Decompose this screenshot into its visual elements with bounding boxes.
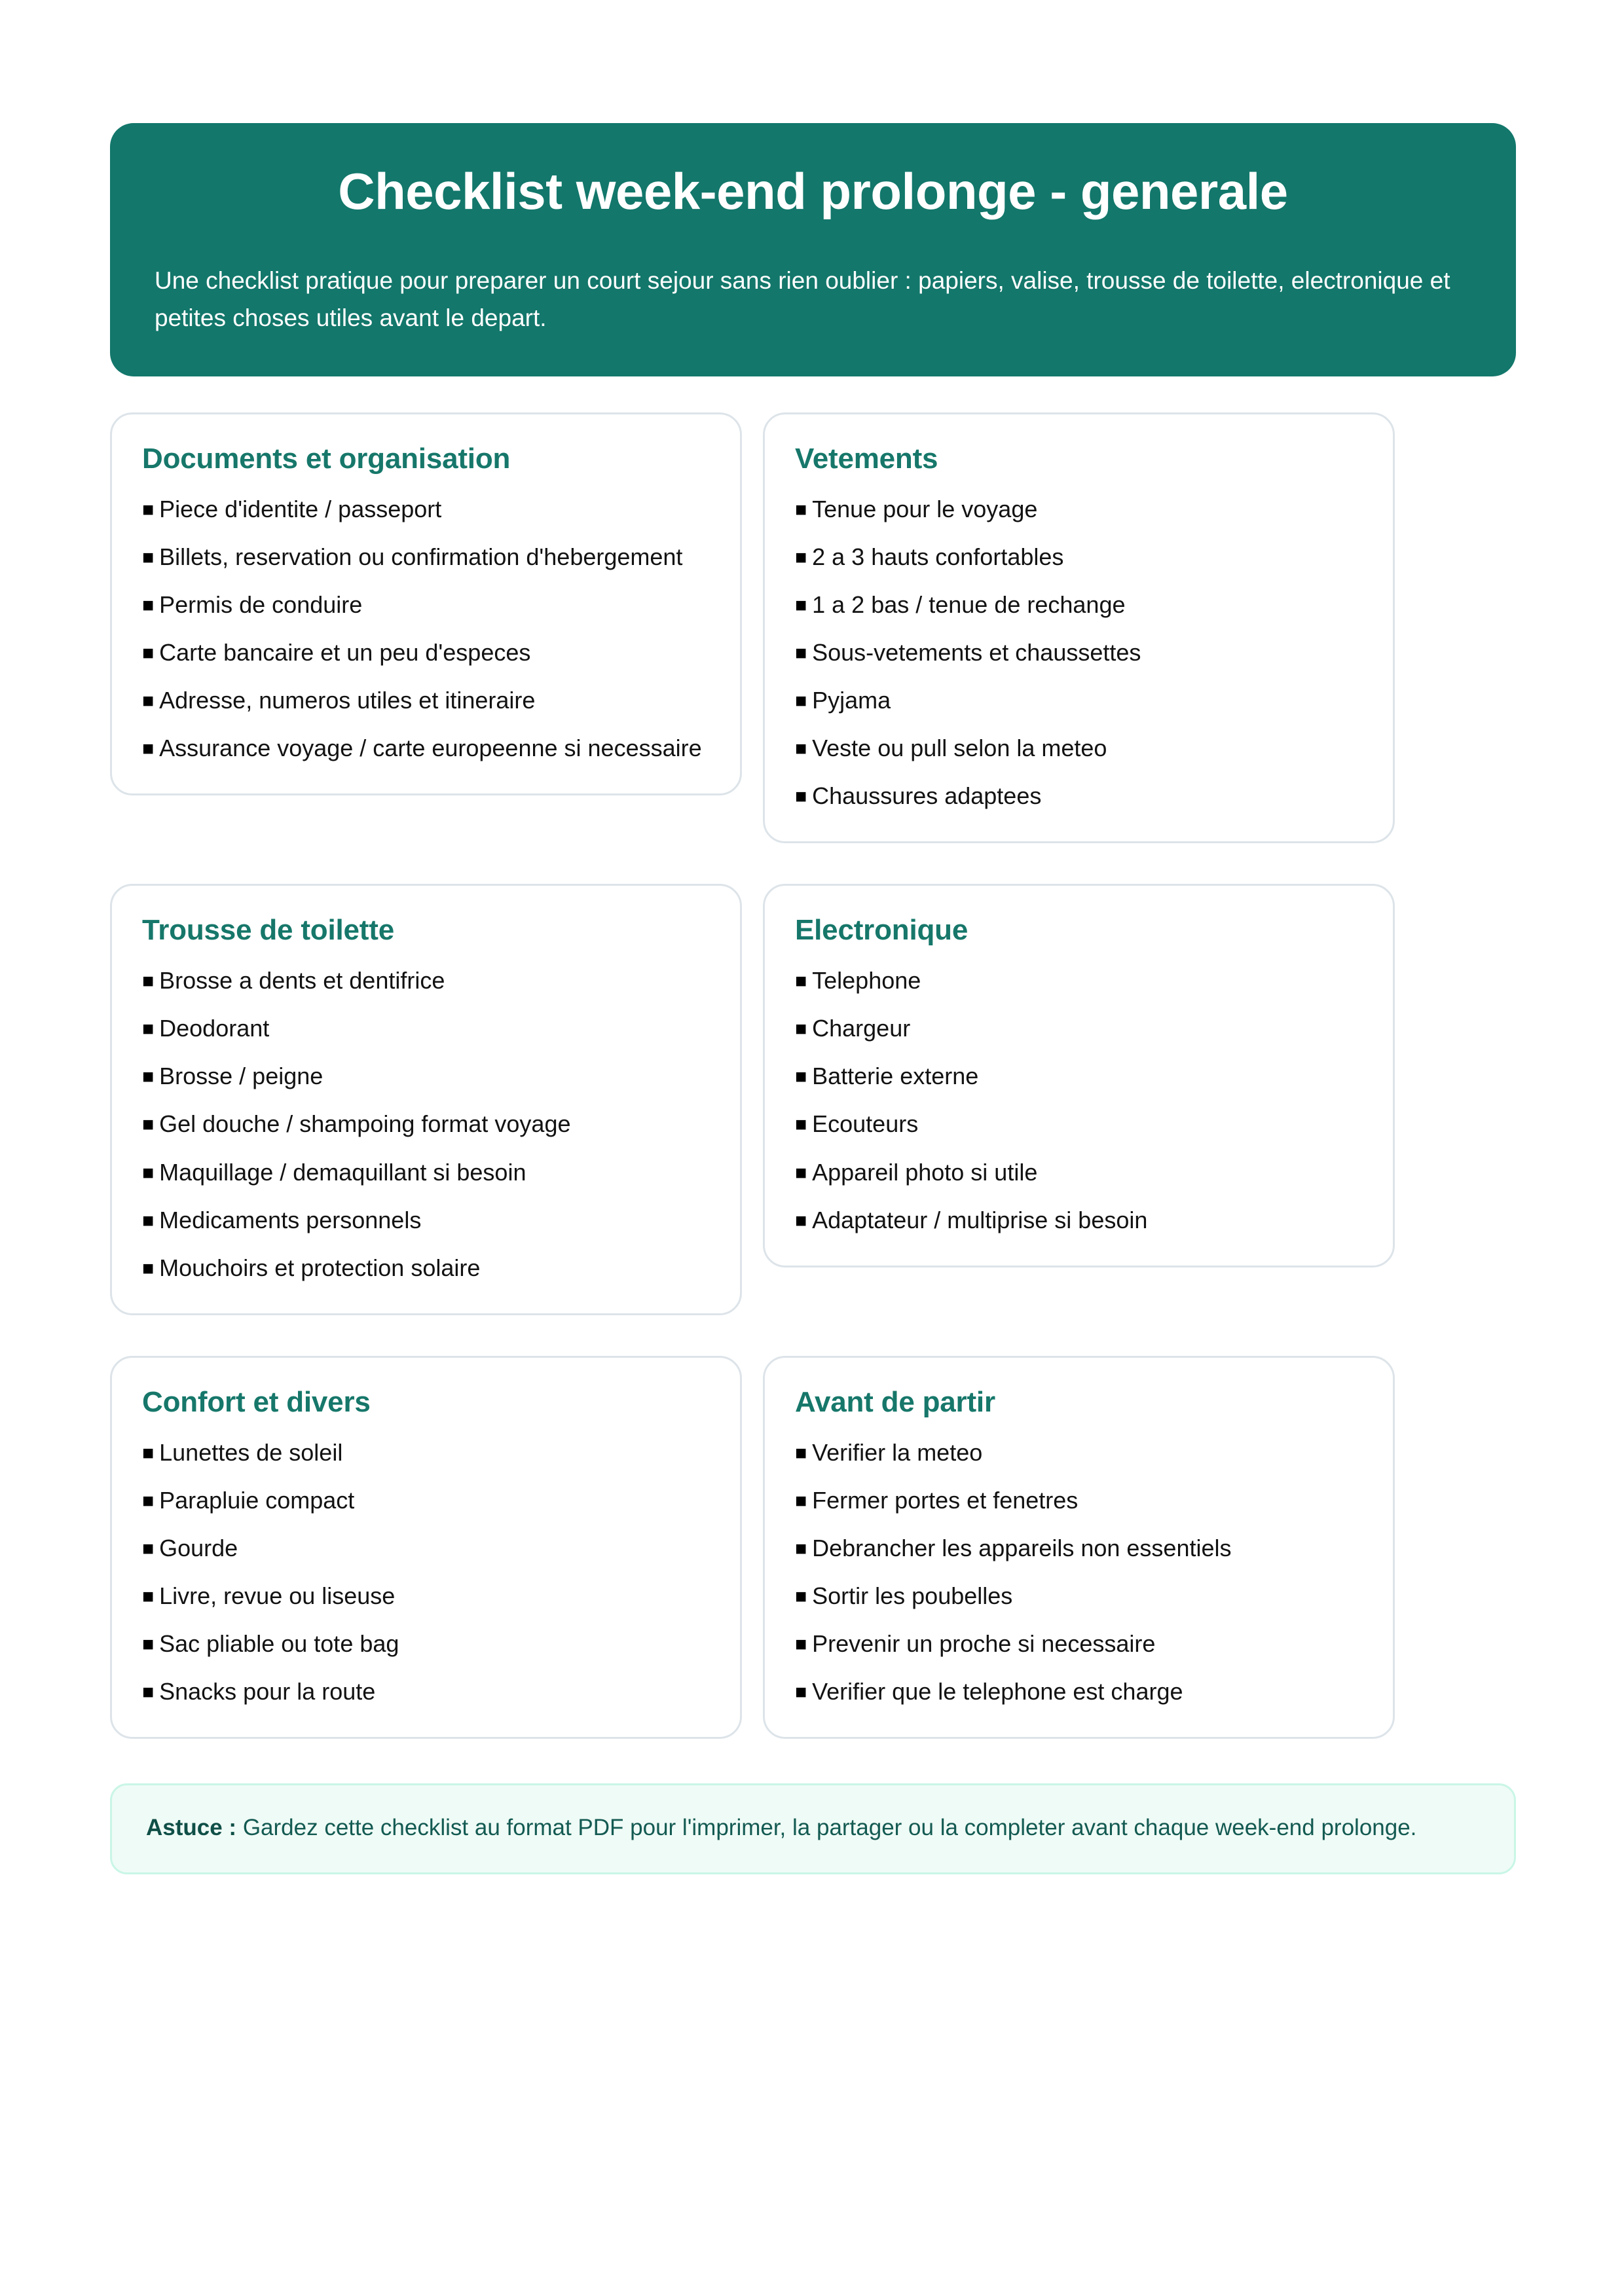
filled-square-bullet-icon: ■ xyxy=(795,642,807,664)
filled-square-bullet-icon: ■ xyxy=(795,1442,807,1464)
checklist-card xyxy=(110,412,742,795)
filled-square-bullet-icon: ■ xyxy=(795,970,807,993)
checklist-item[interactable] xyxy=(142,588,710,621)
checklist-item-list xyxy=(142,1436,710,1709)
filled-square-bullet-icon: ■ xyxy=(795,1489,807,1512)
checklist-item-label: Permis de conduire xyxy=(159,591,363,618)
checklist-item-label: Fermer portes et fenetres xyxy=(812,1486,1079,1514)
checklist-item-label: Sac pliable ou tote bag xyxy=(159,1630,399,1658)
filled-square-bullet-icon: ■ xyxy=(795,1066,807,1088)
filled-square-bullet-icon: ■ xyxy=(795,1585,807,1607)
card-title: Electronique xyxy=(795,914,969,947)
checklist-item-label: Livre, revue ou liseuse xyxy=(159,1582,396,1609)
checklist-item[interactable] xyxy=(795,636,1363,669)
checklist-item-list xyxy=(142,492,710,765)
filled-square-bullet-icon: ■ xyxy=(795,1209,807,1231)
checklist-item-label: Veste ou pull selon la meteo xyxy=(812,735,1107,762)
checklist-item[interactable] xyxy=(142,636,710,669)
checklist-item[interactable] xyxy=(142,1531,710,1565)
filled-square-bullet-icon: ■ xyxy=(142,689,155,712)
checklist-item-label: Snacks pour la route xyxy=(159,1678,376,1705)
checklist-item-label: Billets, reservation ou confirmation d'hebergement xyxy=(159,543,683,570)
checklist-item[interactable] xyxy=(795,540,1363,574)
filled-square-bullet-icon: ■ xyxy=(142,1681,155,1704)
filled-square-bullet-icon: ■ xyxy=(142,1066,155,1088)
filled-square-bullet-icon: ■ xyxy=(142,1161,155,1184)
checklist-item[interactable] xyxy=(795,492,1363,526)
card-title: Avant de partir xyxy=(795,1385,995,1418)
filled-square-bullet-icon: ■ xyxy=(795,689,807,712)
checklist-item-label: Verifier que le telephone est charge xyxy=(812,1678,1183,1705)
checklist-item[interactable] xyxy=(142,731,710,765)
card-title: Vetements xyxy=(795,442,938,475)
filled-square-bullet-icon: ■ xyxy=(142,738,155,760)
checklist-item[interactable] xyxy=(795,1675,1363,1708)
filled-square-bullet-icon: ■ xyxy=(142,546,155,568)
checklist-item-label: Ecouteurs xyxy=(812,1110,919,1138)
checklist-item[interactable] xyxy=(142,1156,710,1189)
checklist-item-label: Brosse a dents et dentifrice xyxy=(159,967,445,994)
checklist-item[interactable] xyxy=(142,1059,710,1093)
checklist-item-list xyxy=(142,964,710,1285)
checklist-item[interactable] xyxy=(795,964,1363,997)
filled-square-bullet-icon: ■ xyxy=(795,786,807,808)
checklist-item[interactable] xyxy=(142,964,710,997)
checklist-item[interactable] xyxy=(795,1531,1363,1565)
filled-square-bullet-icon: ■ xyxy=(795,1018,807,1040)
checklist-item[interactable] xyxy=(795,1107,1363,1140)
filled-square-bullet-icon: ■ xyxy=(142,1114,155,1136)
checklist-item-label: Pyjama xyxy=(812,686,891,714)
filled-square-bullet-icon: ■ xyxy=(142,970,155,993)
checklist-card xyxy=(110,1356,742,1739)
checklist-item-label: Medicaments personnels xyxy=(159,1206,422,1233)
checklist-item[interactable] xyxy=(795,1627,1363,1660)
document-header xyxy=(110,123,1516,376)
checklist-item-label: Piece d'identite / passeport xyxy=(159,495,442,522)
checklist-item-label: 2 a 3 hauts confortables xyxy=(812,543,1064,570)
filled-square-bullet-icon: ■ xyxy=(142,1257,155,1279)
checklist-item-label: Lunettes de soleil xyxy=(159,1438,343,1466)
filled-square-bullet-icon: ■ xyxy=(142,642,155,664)
checklist-item[interactable] xyxy=(795,1059,1363,1093)
tip-label: Astuce : xyxy=(146,1815,237,1841)
checklist-item[interactable] xyxy=(142,1484,710,1517)
checklist-item-label: Gel douche / shampoing format voyage xyxy=(159,1110,571,1138)
checklist-item-label: Deodorant xyxy=(159,1015,270,1042)
page-title: Checklist week-end prolonge - generale xyxy=(338,162,1288,220)
checklist-item-label: Sous-vetements et chaussettes xyxy=(812,638,1141,666)
checklist-item-label: Adresse, numeros utiles et itineraire xyxy=(159,686,536,714)
filled-square-bullet-icon: ■ xyxy=(795,1633,807,1656)
filled-square-bullet-icon: ■ xyxy=(795,594,807,616)
checklist-item[interactable] xyxy=(142,683,710,717)
checklist-item-list xyxy=(795,1436,1363,1709)
filled-square-bullet-icon: ■ xyxy=(795,1161,807,1184)
filled-square-bullet-icon: ■ xyxy=(795,1114,807,1136)
filled-square-bullet-icon: ■ xyxy=(795,1537,807,1559)
checklist-item-label: Chargeur xyxy=(812,1015,911,1042)
filled-square-bullet-icon: ■ xyxy=(142,1442,155,1464)
filled-square-bullet-icon: ■ xyxy=(142,1018,155,1040)
filled-square-bullet-icon: ■ xyxy=(795,1681,807,1704)
tip-text-block xyxy=(146,1810,1480,1845)
filled-square-bullet-icon: ■ xyxy=(142,1633,155,1656)
checklist-card xyxy=(763,884,1395,1267)
checklist-item-label: Verifier la meteo xyxy=(812,1438,983,1466)
checklist-card xyxy=(763,1356,1395,1739)
checklist-item-label: Maquillage / demaquillant si besoin xyxy=(159,1158,526,1186)
filled-square-bullet-icon: ■ xyxy=(795,546,807,568)
checklist-item-label: Tenue pour le voyage xyxy=(812,495,1038,522)
card-title: Trousse de toilette xyxy=(142,914,394,947)
page-subtitle: Une checklist pratique pour preparer un court sejour sans rien oublier : papiers, valise, trousse de toilette, electronique et petites choses utiles avant le depart. xyxy=(155,267,1450,332)
checklist-item[interactable] xyxy=(795,1203,1363,1237)
checklist-item-label: Assurance voyage / carte europeenne si necessaire xyxy=(159,735,702,762)
checklist-item[interactable] xyxy=(142,1011,710,1045)
card-title: Documents et organisation xyxy=(142,442,511,475)
checklist-item-list xyxy=(795,492,1363,813)
filled-square-bullet-icon: ■ xyxy=(142,498,155,520)
checklist-item[interactable] xyxy=(142,540,710,574)
tip-callout xyxy=(110,1783,1516,1874)
checklist-item-label: Prevenir un proche si necessaire xyxy=(812,1630,1156,1658)
checklist-item-label: Batterie externe xyxy=(812,1063,979,1090)
checklist-item-label: Chaussures adaptees xyxy=(812,782,1042,810)
checklist-item[interactable] xyxy=(142,492,710,526)
filled-square-bullet-icon: ■ xyxy=(142,1209,155,1231)
filled-square-bullet-icon: ■ xyxy=(795,498,807,520)
checklist-item[interactable] xyxy=(795,588,1363,621)
checklist-item[interactable] xyxy=(795,779,1363,812)
tip-body: Gardez cette checklist au format PDF pour l'imprimer, la partager ou la completer avant chaque week-end prolonge. xyxy=(242,1815,1417,1841)
checklist-item[interactable] xyxy=(795,1484,1363,1517)
checklist-item-label: Adaptateur / multiprise si besoin xyxy=(812,1206,1148,1233)
checklist-item[interactable] xyxy=(795,1011,1363,1045)
checklist-item-label: Appareil photo si utile xyxy=(812,1158,1038,1186)
checklist-item-label: Parapluie compact xyxy=(159,1486,355,1514)
checklist-item[interactable] xyxy=(142,1251,710,1285)
checklist-item[interactable] xyxy=(142,1203,710,1237)
checklist-item[interactable] xyxy=(795,731,1363,765)
checklist-item[interactable] xyxy=(795,1156,1363,1189)
filled-square-bullet-icon: ■ xyxy=(142,1585,155,1607)
card-title: Confort et divers xyxy=(142,1385,371,1418)
checklist-item-label: Sortir les poubelles xyxy=(812,1582,1013,1609)
checklist-item[interactable] xyxy=(795,683,1363,717)
checklist-item[interactable] xyxy=(142,1675,710,1708)
checklist-item[interactable] xyxy=(142,1579,710,1613)
checklist-item[interactable] xyxy=(142,1107,710,1140)
checklist-item[interactable] xyxy=(795,1579,1363,1613)
checklist-item-label: Carte bancaire et un peu d'especes xyxy=(159,638,531,666)
checklist-item-list xyxy=(795,964,1363,1237)
checklist-item-label: 1 a 2 bas / tenue de rechange xyxy=(812,591,1126,618)
checklist-item-label: Telephone xyxy=(812,967,921,994)
checklist-item-label: Mouchoirs et protection solaire xyxy=(159,1254,481,1281)
filled-square-bullet-icon: ■ xyxy=(142,594,155,616)
filled-square-bullet-icon: ■ xyxy=(142,1489,155,1512)
checklist-item[interactable] xyxy=(142,1627,710,1660)
checklist-card xyxy=(763,412,1395,844)
checklist-card xyxy=(110,884,742,1315)
checklist-item-label: Brosse / peigne xyxy=(159,1063,323,1090)
checklist-item-label: Debrancher les appareils non essentiels xyxy=(812,1534,1232,1561)
checklist-item[interactable] xyxy=(795,1436,1363,1469)
filled-square-bullet-icon: ■ xyxy=(795,738,807,760)
filled-square-bullet-icon: ■ xyxy=(142,1537,155,1559)
checklist-item-label: Gourde xyxy=(159,1534,238,1561)
checklist-sections-grid xyxy=(110,412,1516,1780)
checklist-item[interactable] xyxy=(142,1436,710,1469)
